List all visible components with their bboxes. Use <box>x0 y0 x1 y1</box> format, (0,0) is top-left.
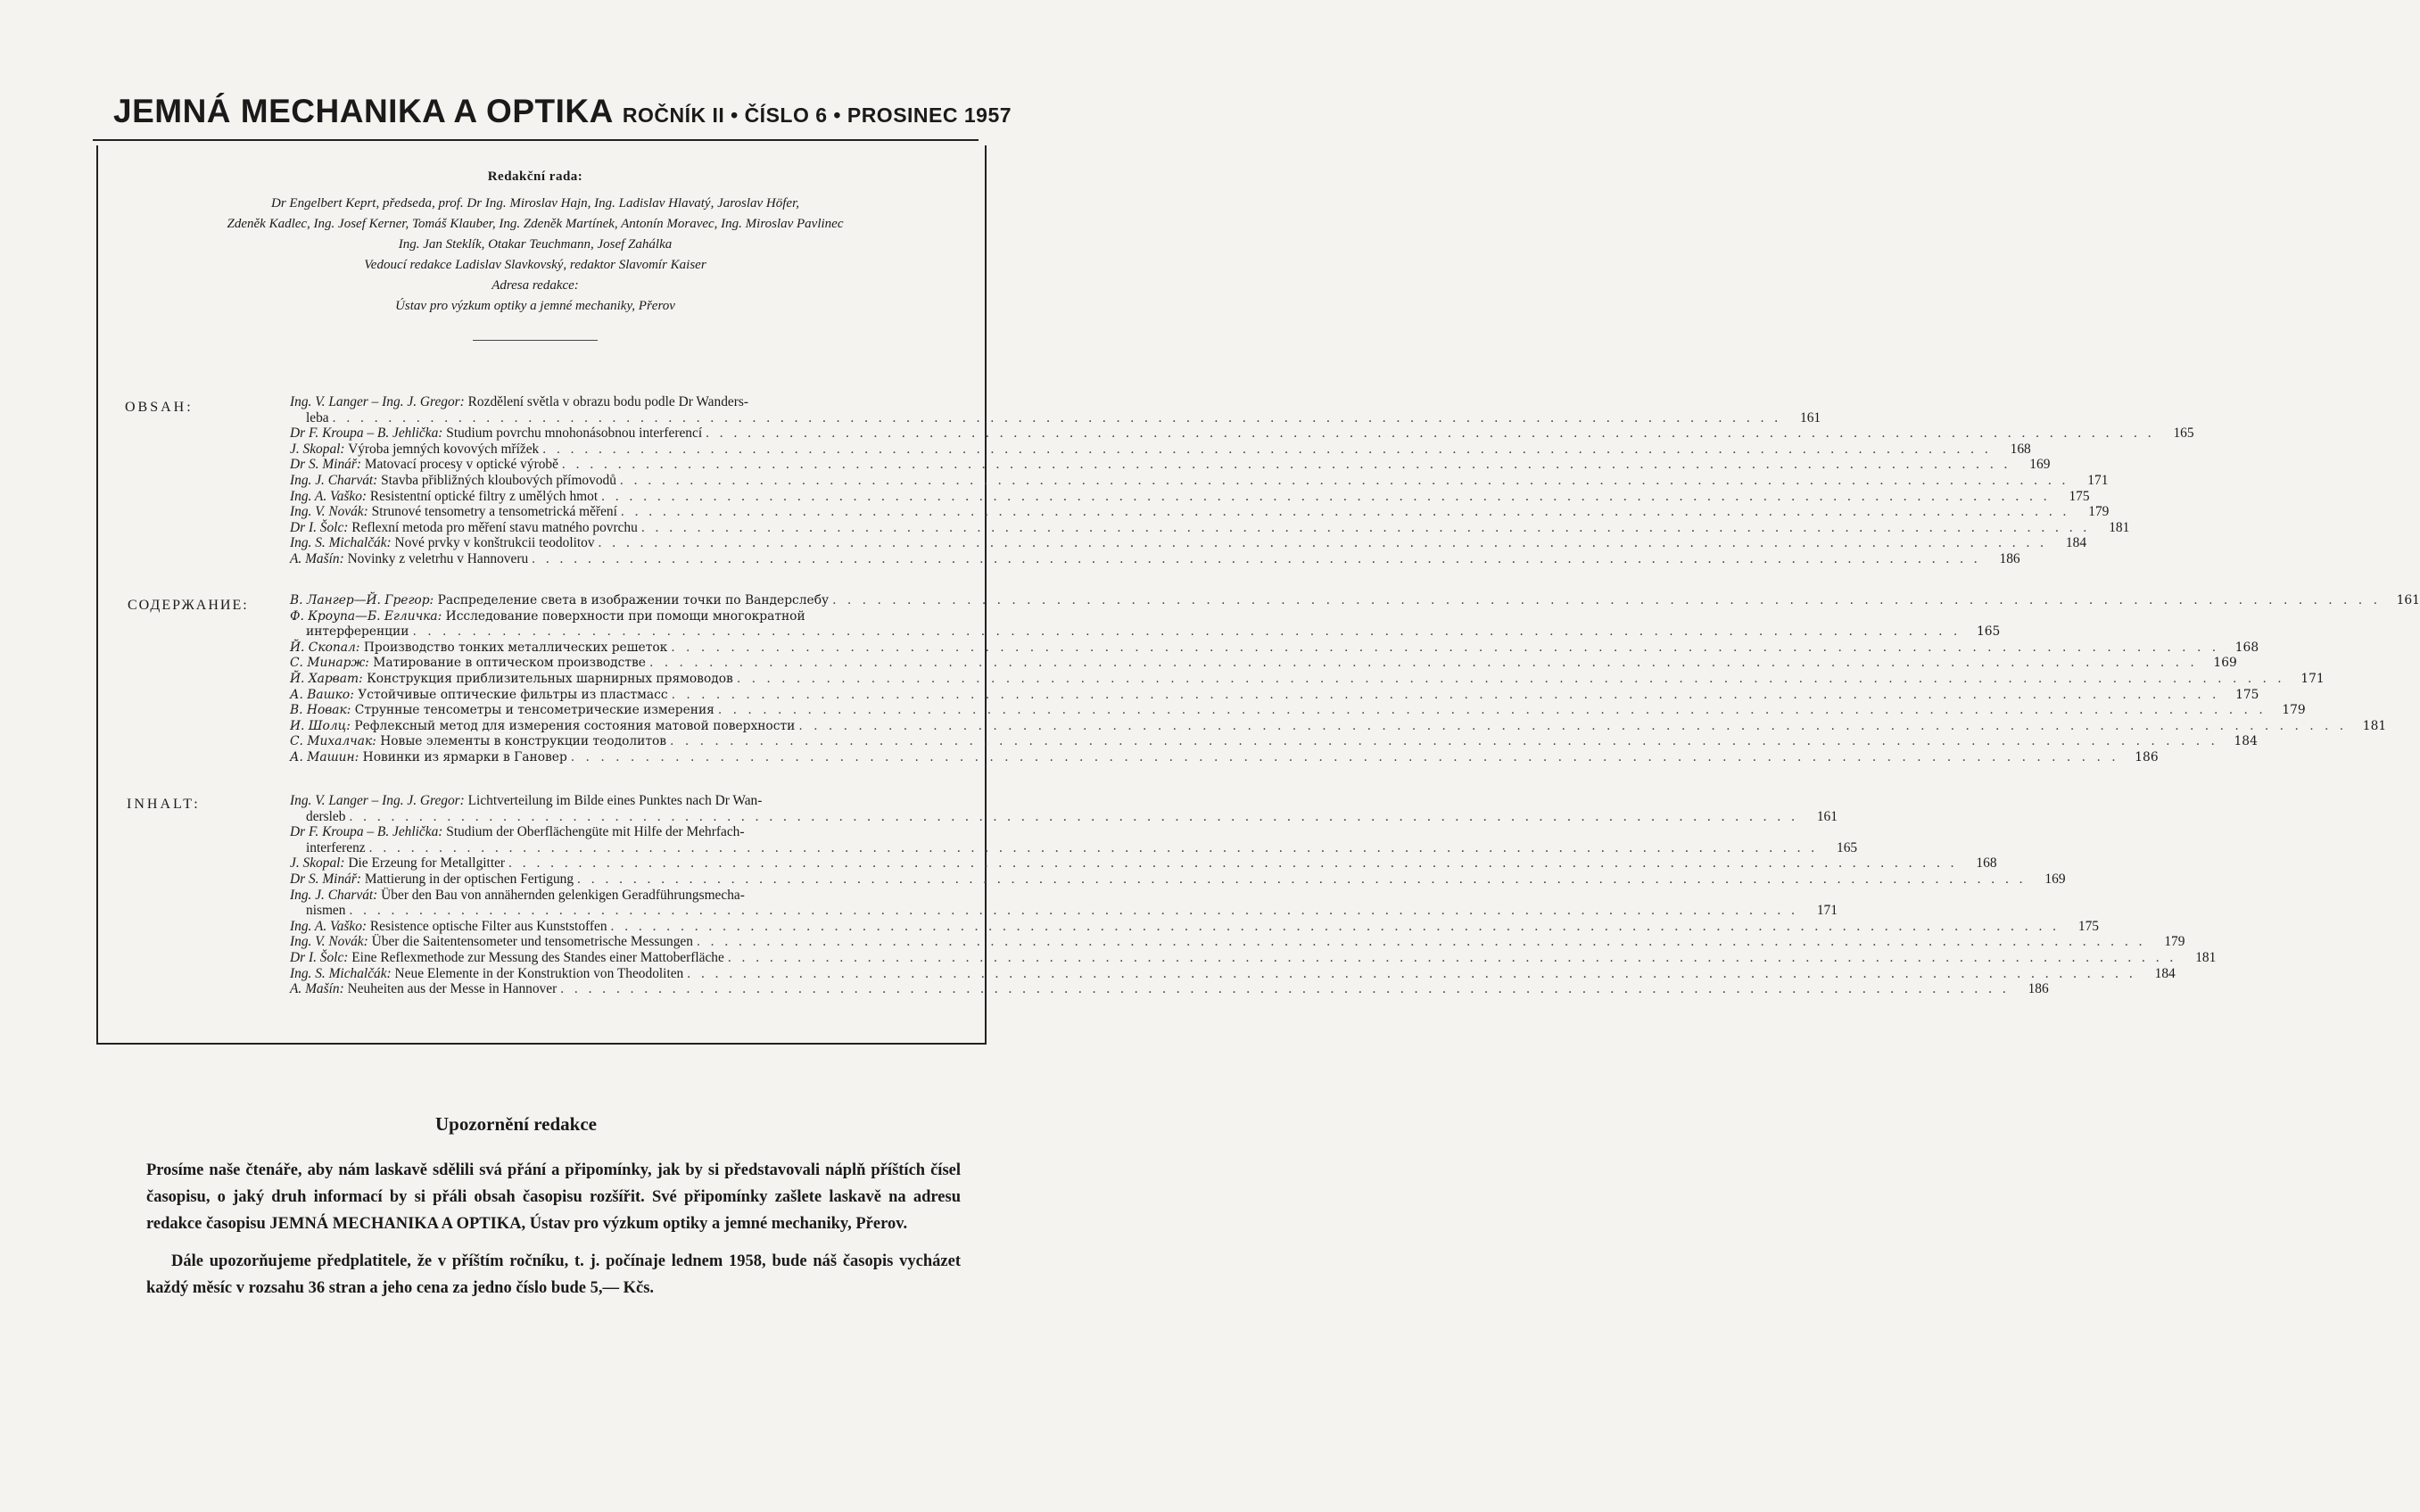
toc-page-number: 168 <box>1976 855 1997 872</box>
journal-title: JEMNÁ MECHANIKA A OPTIKA <box>113 93 614 129</box>
toc-title: Výroba jemných kovových mřížek <box>348 441 540 457</box>
toc-leader-dots <box>595 535 2047 551</box>
toc-title: Новинки из ярмарки в Гановер <box>362 749 567 764</box>
toc-title: Studium der Oberflächengüte mit Hilfe der Mehrfach- <box>446 824 745 840</box>
toc-entry <box>290 718 2387 735</box>
toc-obsah <box>290 394 2194 567</box>
toc-leader-dots <box>345 903 1797 919</box>
notice-paragraph: Prosíme naše čtenáře, aby nám laskavě sdělili svá přání a připomínky, jak by si představovali náplň příštích čísel časopisu, o jaký druh informací by si přáli obsah časopisu rozšířit. Své připomínky zašlete laskavě na adresu redakce časopisu JEMNÁ MECHANIKA A OPTIKA, Ústav pro výzkum optiky a jemné mechaniky, Přerov. <box>146 1161 961 1233</box>
toc-entry <box>290 793 1838 824</box>
toc-page-number: 186 <box>1999 550 2020 566</box>
toc-title: Rozdělení světla v obrazu bodu podle Dr Wanders- <box>467 394 748 409</box>
toc-title-continuation: dersleb <box>306 808 346 824</box>
toc-leader-dots <box>617 504 2069 520</box>
toc-author: Й. Скопал: <box>290 640 360 655</box>
toc-author: С. Михалчак: <box>290 734 376 749</box>
toc-page-number: 161 <box>1816 808 1838 824</box>
toc-entry <box>290 519 2130 536</box>
toc-entry <box>290 671 2325 688</box>
toc-entry <box>290 593 2420 609</box>
toc-entry <box>290 488 2090 505</box>
issue-info: ROČNÍK II • ČÍSLO 6 • PROSINEC 1957 <box>622 103 1012 127</box>
toc-leader-dots <box>574 872 2026 888</box>
board-line: Ústav pro výzkum optiky a jemné mechaniky, Přerov <box>395 299 675 313</box>
toc-leader-dots <box>668 688 2220 704</box>
toc-leader-dots <box>558 457 2011 473</box>
toc-title: Исследование поверхности при помощи многократной <box>445 608 805 624</box>
toc-entry <box>290 426 2194 442</box>
toc-entry <box>290 656 2237 672</box>
toc-entry <box>290 441 2031 458</box>
toc-title-continuation: интерференции <box>306 624 409 640</box>
toc-page-number: 175 <box>2077 918 2099 934</box>
toc-page-number: 184 <box>2065 535 2087 551</box>
toc-author: Ing. V. Novák: <box>290 504 368 520</box>
toc-author: Dr F. Kroupa – B. Jehlička: <box>290 824 443 840</box>
toc-title: Studium povrchu mnohonásobnou interferencí <box>446 426 703 442</box>
toc-title: Über die Saitentensometer und tensometrische Messungen <box>371 934 693 950</box>
notice-title: Upozornění redakce <box>434 1113 597 1135</box>
toc-page-number: 179 <box>2282 703 2306 718</box>
toc-page-number: 184 <box>2154 965 2176 981</box>
toc-leader-dots <box>607 919 2060 935</box>
toc-title-continuation: leba <box>306 409 329 426</box>
toc-page-number: 181 <box>2195 949 2217 965</box>
board-line: Dr Engelbert Keprt, předseda, prof. Dr Ing. Miroslav Hajn, Ing. Ladislav Hlavatý, Jaroslav Höfer, <box>270 196 800 211</box>
toc-leader-dots <box>409 624 1961 640</box>
board-line: Vedoucí redakce Ladislav Slavkovský, redaktor Slavomír Kaiser <box>364 258 706 272</box>
toc-author: Ing. A. Vaško: <box>290 918 368 934</box>
toc-title: Матирование в оптическом производстве <box>373 656 646 671</box>
toc-title: Mattierung in der optischen Fertigung <box>364 871 574 887</box>
toc-author: И. Шолц: <box>290 718 351 733</box>
toc-page-number: 169 <box>2213 656 2237 671</box>
toc-label-obsah: OBSAH: <box>125 400 194 415</box>
toc-title: Устойчивые оптические фильтры из пластмасс <box>358 687 668 702</box>
toc-page-number: 181 <box>2109 519 2130 535</box>
toc-page-number: 165 <box>1837 839 1858 855</box>
toc-author: Ing. S. Michalčák: <box>290 965 392 981</box>
toc-page-number: 179 <box>2164 934 2185 950</box>
toc-page-number: 171 <box>2087 472 2109 488</box>
toc-leader-dots <box>329 410 1781 426</box>
board-line: Ing. Jan Steklík, Otakar Teuchmann, Josef Zahálka <box>398 237 673 252</box>
board-line: Zdeněk Kadlec, Ing. Josef Kerner, Tomáš Klauber, Ing. Zdeněk Martínek, Antonín Moravec, Ing. Miroslav Pavlinec <box>227 217 844 231</box>
toc-author: Ing. A. Vaško: <box>290 488 368 504</box>
toc-leader-dots <box>646 656 2198 672</box>
toc-title: Lichtverteilung im Bilde eines Punktes nach Dr Wan- <box>467 793 763 808</box>
toc-leader-dots <box>557 981 2009 997</box>
toc-inhalt <box>290 793 2217 997</box>
toc-leader-dots <box>829 593 2381 609</box>
toc-author: Ing. S. Michalčák: <box>290 535 392 551</box>
toc-author: J. Skopal: <box>290 441 345 457</box>
toc-leader-dots <box>724 950 2176 966</box>
toc-page-number: 171 <box>2300 671 2325 686</box>
toc-author: A. Mašín: <box>290 550 344 566</box>
toc-author: J. Skopal: <box>290 855 345 872</box>
toc-page-number: 175 <box>2235 687 2259 702</box>
toc-leader-dots <box>539 442 1991 458</box>
toc-author: Ing. V. Novák: <box>290 934 368 950</box>
toc-leader-dots <box>505 855 1957 872</box>
toc-entry <box>290 749 2159 766</box>
toc-title: Nové prvky v konštrukcii teodolitov <box>394 535 595 551</box>
toc-author: Ing. V. Langer – Ing. J. Gregor: <box>290 793 465 808</box>
toc-leader-dots <box>702 426 2154 442</box>
toc-leader-dots <box>795 719 2347 735</box>
masthead <box>113 93 1012 130</box>
toc-entry <box>290 871 2066 888</box>
toc-title: Resistence optische Filter aus Kunststoffen <box>369 918 607 934</box>
toc-page-number: 165 <box>1976 624 2001 640</box>
toc-author: Ф. Кроупа—Б. Егличка: <box>290 608 442 624</box>
toc-author: A. Mašín: <box>290 981 344 997</box>
notice-paragraph: Dále upozorňujeme předplatitele, že v příštím ročníku, t. j. počínaje lednem 1958, bude náš časopis vycházet každý měsíc v rozsahu 36 stran a jeho cena za jedno číslo bude 5,— Kčs. <box>146 1252 961 1297</box>
toc-page-number: 168 <box>2234 640 2259 655</box>
toc-title: Über den Bau von annähernden gelenkigen Geradführungsmecha- <box>381 887 745 903</box>
toc-entry <box>290 703 2306 719</box>
toc-author: С. Минарж: <box>290 656 369 671</box>
toc-page-number: 171 <box>1816 903 1838 919</box>
toc-page-number: 161 <box>2396 593 2420 607</box>
toc-author: Dr F. Kroupa – B. Jehlička: <box>290 426 443 442</box>
toc-entry <box>290 608 2001 640</box>
toc-page-number: 179 <box>2088 504 2110 520</box>
toc-leader-dots <box>693 934 2145 950</box>
toc-entry <box>290 981 2049 997</box>
toc-entry <box>290 550 2020 567</box>
board-line: Adresa redakce: <box>491 278 579 293</box>
board-divider <box>473 340 598 341</box>
toc-author: В. Лангер—Й. Грегор: <box>290 593 434 607</box>
toc-page-number: 181 <box>2362 718 2387 733</box>
toc-author: Ing. V. Langer – Ing. J. Gregor: <box>290 394 465 409</box>
toc-leader-dots <box>638 520 2090 536</box>
toc-leader-dots <box>598 489 2050 505</box>
toc-entry <box>290 640 2259 657</box>
toc-title: Neue Elemente in der Konstruktion von Theodoliten <box>394 965 684 981</box>
notice-body <box>146 1157 961 1312</box>
toc-page-number: 168 <box>2010 441 2031 457</box>
toc-label-soderzhanie: СОДЕРЖАНИЕ: <box>128 598 249 613</box>
editorial-board <box>107 169 963 341</box>
toc-leader-dots <box>733 672 2285 688</box>
toc-entry <box>290 965 2176 982</box>
toc-entry <box>290 934 2185 950</box>
toc-page-number: 186 <box>2135 749 2159 764</box>
toc-title: Resistentní optické filtry z umělých hmot <box>369 488 599 504</box>
toc-title: Производство тонких металлических решеток <box>363 640 668 655</box>
toc-entry <box>290 535 2087 551</box>
toc-title-continuation: nismen <box>306 903 346 919</box>
toc-leader-dots <box>683 966 2135 982</box>
toc-page-number: 165 <box>2173 426 2194 442</box>
toc-title: Новые элементы в конструкции теодолитов <box>380 734 667 749</box>
toc-title: Рефлексный метод для измерения состояния матовой поверхности <box>354 718 796 733</box>
toc-entry <box>290 824 1858 855</box>
toc-page-number: 161 <box>1800 409 1821 426</box>
toc-author: Ing. J. Charvát: <box>290 472 378 488</box>
toc-author: В. Новак: <box>290 703 351 718</box>
toc-leader-dots <box>528 551 1980 567</box>
toc-title-continuation: interferenz <box>306 839 366 855</box>
toc-entry <box>290 734 2258 750</box>
toc-soderzhanie <box>290 593 2420 766</box>
toc-entry <box>290 394 1821 426</box>
toc-page-number: 169 <box>2029 457 2051 473</box>
toc-label-inhalt: INHALT: <box>127 797 201 812</box>
toc-leader-dots <box>714 703 2267 719</box>
toc-author: Ing. J. Charvát: <box>290 887 378 903</box>
toc-author: А. Вашко: <box>290 687 354 702</box>
toc-title: Neuheiten aus der Messe in Hannover <box>347 981 558 997</box>
toc-author: Dr S. Minář: <box>290 457 361 473</box>
toc-leader-dots <box>666 734 2218 750</box>
toc-entry <box>290 687 2259 704</box>
toc-page-number: 186 <box>2028 981 2049 997</box>
board-heading: Redakční rada: <box>487 169 583 184</box>
toc-leader-dots <box>667 640 2219 657</box>
toc-title: Die Erzeung for Metallgitter <box>348 855 506 872</box>
toc-leader-dots <box>345 809 1797 825</box>
toc-title: Strunové tensometry a tensometrická měření <box>371 504 617 520</box>
toc-leader-dots <box>616 473 2069 489</box>
toc-author: Dr I. Šolc: <box>290 519 349 535</box>
toc-page-number: 184 <box>2234 734 2258 749</box>
toc-title: Конструкция приблизительных шарнирных прямоводов <box>367 671 733 686</box>
toc-author: Й. Харват: <box>290 671 363 686</box>
toc-leader-dots <box>567 750 2119 766</box>
toc-page-number: 169 <box>2044 871 2066 887</box>
toc-title: Струнные тенсометры и тенсометрические измерения <box>354 703 714 718</box>
toc-title: Stavba přibližných kloubových přímovodů <box>381 472 616 488</box>
toc-entry <box>290 472 2109 489</box>
masthead-rule <box>93 139 979 141</box>
toc-title: Novinky z veletrhu v Hannoveru <box>347 550 529 566</box>
toc-page-number: 175 <box>2069 488 2090 504</box>
toc-title: Распределение света в изображении точки по Вандерслебу <box>437 593 830 607</box>
toc-title: Reflexní metoda pro měření stavu matného povrchu <box>351 519 638 535</box>
toc-entry <box>290 949 2217 966</box>
toc-author: Dr I. Šolc: <box>290 949 349 965</box>
toc-author: А. Машин: <box>290 749 359 764</box>
toc-entry <box>290 918 2099 935</box>
toc-leader-dots <box>366 840 1818 856</box>
toc-entry <box>290 504 2110 520</box>
toc-entry <box>290 855 1997 872</box>
toc-title: Matovací procesy v optické výrobě <box>364 457 558 473</box>
toc-entry <box>290 457 2051 473</box>
toc-entry <box>290 887 1838 919</box>
toc-title: Eine Reflexmethode zur Messung des Standes einer Mattoberfläche <box>351 949 724 965</box>
toc-author: Dr S. Minář: <box>290 871 361 887</box>
